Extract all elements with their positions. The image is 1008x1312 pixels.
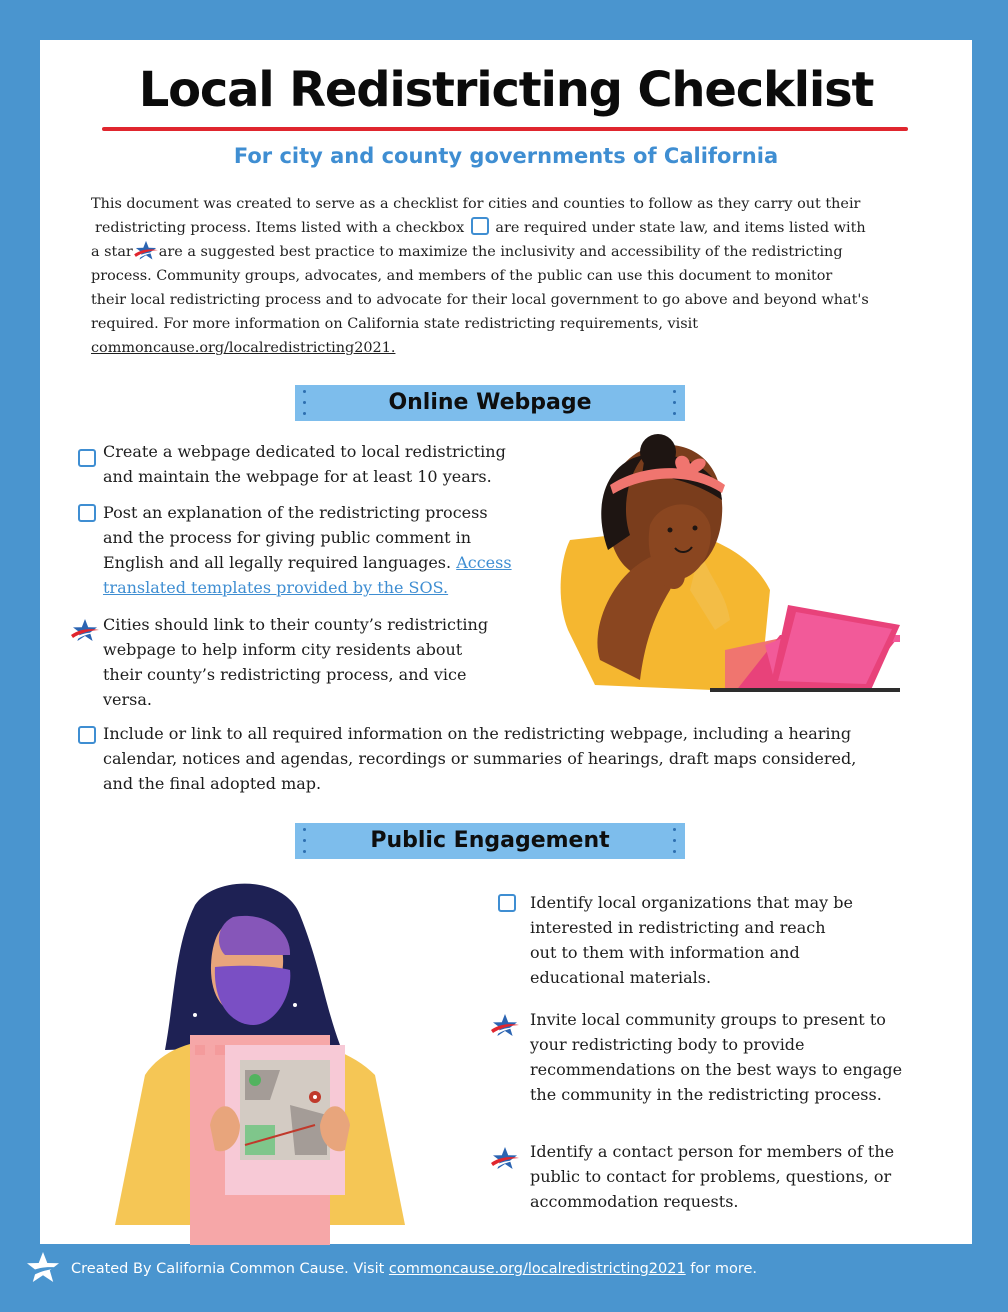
intro-paragraph [91, 192, 931, 360]
intro-line: process. Community groups, advocates, and members of the public can use this document to monitor [91, 268, 833, 284]
item-text: Create a webpage dedicated to local redistricting [103, 442, 506, 461]
checkbox-icon[interactable] [78, 504, 96, 522]
intro-line [91, 240, 931, 264]
footer-bar [0, 1244, 1008, 1312]
checklist-item-explanation [103, 500, 512, 600]
woman-holding-map-illustration [105, 875, 405, 1245]
section-header-label: Public Engagement [370, 828, 610, 853]
header-dots [673, 828, 677, 854]
checkbox-icon[interactable] [78, 726, 96, 744]
checkbox-icon [471, 217, 489, 235]
checkbox-icon[interactable] [78, 449, 96, 467]
item-text: recommendations on the best ways to engage [530, 1060, 903, 1079]
intro-line: This document was created to serve as a checklist for cities and counties to follow as they carry out their [91, 196, 861, 212]
star-icon [133, 240, 159, 262]
star-icon [490, 1013, 520, 1039]
item-text: English and all legally required languages. [103, 553, 452, 572]
sos-templates-link[interactable]: Access [456, 553, 512, 572]
checklist-item-invite-groups [530, 1007, 902, 1107]
checkbox-icon[interactable] [498, 894, 516, 912]
intro-text: redistricting process. Items listed with a checkbox [95, 220, 465, 236]
header-dots [673, 390, 677, 416]
item-text: public to contact for problems, questions, or [530, 1167, 892, 1186]
intro-line [91, 216, 931, 240]
page-subtitle: For city and county governments of California [233, 144, 779, 168]
item-text: versa. [103, 690, 152, 709]
item-text: Cities should link to their county’s redistricting [103, 615, 489, 634]
checklist-item-contact-person [530, 1139, 894, 1214]
checklist-item-county-link [103, 612, 488, 712]
item-text: and the process for giving public comment in [103, 528, 472, 547]
woman-with-tablet-illustration [550, 430, 900, 700]
item-text: educational materials. [530, 968, 712, 987]
header-dots [303, 828, 307, 854]
footer-label: Created By California Common Cause. Visit [71, 1261, 385, 1277]
footer-link[interactable]: commoncause.org/localredistricting2021 [388, 1261, 686, 1277]
checklist-item-local-organizations [530, 890, 853, 990]
item-text: Include or link to all required information on the redistricting webpage, including a hearing [103, 724, 852, 743]
star-icon [70, 618, 100, 644]
item-text: interested in redistricting and reach [530, 918, 826, 937]
footer-text [71, 1261, 757, 1277]
checklist-page [40, 40, 972, 1244]
intro-text: are a suggested best practice to maximize the inclusivity and accessibility of the redistricting [158, 244, 843, 260]
footer-label: for more. [690, 1261, 757, 1277]
intro-line: required. For more information on California state redistricting requirements, visit [91, 316, 698, 332]
item-text: calendar, notices and agendas, recordings or summaries of hearings, draft maps considered, [103, 749, 857, 768]
item-text: Post an explanation of the redistricting process [103, 503, 488, 522]
sos-templates-link[interactable]: translated templates provided by the SOS. [103, 578, 449, 597]
page-title: Local Redistricting Checklist [138, 62, 874, 118]
item-text: the community in the redistricting process. [530, 1085, 882, 1104]
title-underline [102, 127, 908, 131]
item-text: out to them with information and [530, 943, 800, 962]
header-dots [303, 390, 307, 416]
intro-text: are required under state law, and items listed with [495, 220, 866, 236]
intro-text: a star [91, 244, 133, 260]
item-text: webpage to help inform city residents about [103, 640, 463, 659]
item-text: and the final adopted map. [103, 774, 322, 793]
checklist-item-required-info [103, 721, 856, 796]
item-text: Invite local community groups to present to [530, 1010, 886, 1029]
intro-line: their local redistricting process and to advocate for their local government to go above and beyond what's [91, 292, 869, 308]
item-text: their county’s redistricting process, and vice [103, 665, 467, 684]
intro-link[interactable]: commoncause.org/localredistricting2021. [91, 340, 396, 356]
item-text: Identify a contact person for members of the [530, 1142, 895, 1161]
section-header-online-webpage [295, 385, 685, 421]
section-header-label: Online Webpage [388, 390, 592, 415]
star-icon [490, 1146, 520, 1172]
item-text: your redistricting body to provide [530, 1035, 805, 1054]
item-text: and maintain the webpage for at least 10 years. [103, 467, 492, 486]
item-text: Identify local organizations that may be [530, 893, 853, 912]
item-text: accommodation requests. [530, 1192, 739, 1211]
common-cause-star-logo [24, 1250, 62, 1288]
checklist-item-webpage [103, 439, 506, 489]
section-header-public-engagement [295, 823, 685, 859]
item-text [103, 550, 512, 575]
